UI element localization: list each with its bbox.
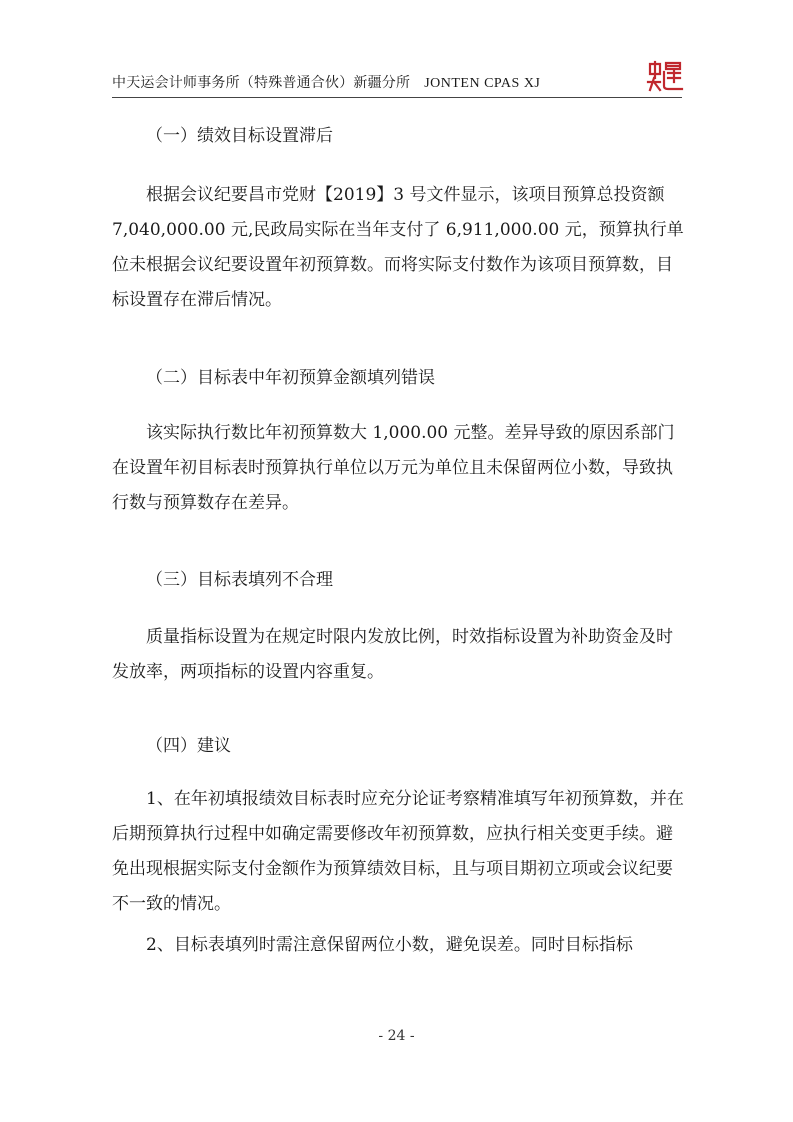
- paragraph: 根据会议纪要昌市党财【2019】3 号文件显示，该项目预算总投资额 7,040,000.00 元,民政局实际在当年支付了 6,911,000.00 元，预算执行单位未根据会议纪要设置年初预算数。而将实际支付数作为该项目预算数，目标设置存在滞后情况。: [112, 185, 684, 310]
- section-heading: （三）目标表填列不合理: [146, 570, 333, 590]
- section-4-body: [112, 782, 686, 963]
- page-header: [112, 72, 540, 92]
- paragraph: 1、在年初填报绩效目标表时应充分论证考察精准填写年初预算数，并在后期预算执行过程中如确定需要修改年初预算数，应执行相关变更手续。避免出现根据实际支付金额作为预算绩效目标，且与项目期初立项或会议纪要不一致的情况。: [112, 789, 684, 914]
- section-3-body: [112, 620, 686, 690]
- section-heading: （二）目标表中年初预算金额填列错误: [146, 368, 435, 388]
- header-rule: [112, 97, 682, 98]
- section-4: [112, 732, 686, 760]
- section-2-body: [112, 416, 686, 521]
- section-heading: （一）绩效目标设置滞后: [146, 126, 333, 146]
- paragraph: 质量指标设置为在规定时限内发放比例，时效指标设置为补助资金及时发放率，两项指标的设置内容重复。: [112, 627, 673, 682]
- firm-logo-icon: [646, 60, 684, 92]
- paragraph: 2、目标表填列时需注意保留两位小数，避免误差。同时目标指标: [146, 935, 633, 955]
- section-1: [112, 122, 686, 150]
- section-1-body: [112, 178, 686, 318]
- firm-name: 中天运会计师事务所（特殊普通合伙）新疆分所: [112, 75, 411, 91]
- paragraph: 该实际执行数比年初预算数大 1,000.00 元整。差异导致的原因系部门在设置年初目标表时预算执行单位以万元为单位且未保留两位小数，导致执行数与预算数存在差异。: [112, 423, 675, 513]
- page-number: - 24 -: [378, 1028, 415, 1044]
- section-heading: （四）建议: [146, 736, 231, 756]
- firm-name-en: JONTEN CPAS XJ: [424, 76, 541, 91]
- section-2: [112, 364, 686, 392]
- section-3: [112, 566, 686, 594]
